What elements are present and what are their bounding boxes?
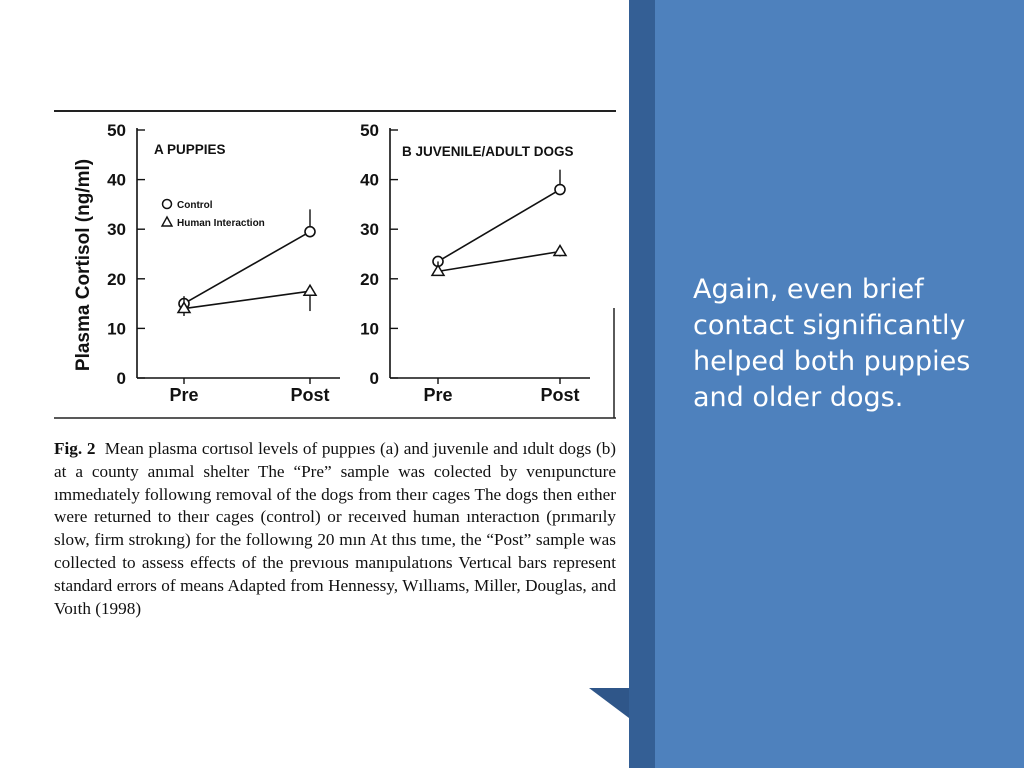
x-tick-label: Pre: [423, 385, 453, 405]
y-tick-label: 40: [360, 170, 379, 190]
y-tick-label: 20: [360, 269, 379, 289]
x-tick-label: Post: [540, 385, 580, 405]
y-tick-label: 0: [116, 369, 126, 388]
y-tick-label: 40: [107, 170, 126, 190]
chart-title: B JUVENILE/ADULT DOGS: [402, 144, 574, 159]
side-panel-shadow: [629, 0, 657, 768]
y-tick-label: 30: [360, 220, 379, 240]
y-tick-label: 30: [107, 220, 126, 240]
series-line: [438, 252, 560, 272]
data-point-circle: [555, 185, 565, 195]
y-tick-label: 10: [360, 319, 379, 339]
y-tick-label: 10: [107, 319, 126, 339]
y-tick-label: 50: [360, 121, 379, 140]
cortisol-figure: [54, 108, 616, 420]
data-point-triangle: [554, 246, 566, 256]
x-tick-label: Post: [290, 385, 330, 405]
data-point-triangle: [304, 285, 316, 295]
chart-title: A PUPPIES: [154, 142, 226, 157]
figure-caption-label: Fig. 2: [54, 439, 96, 458]
data-point-circle: [305, 227, 315, 237]
series-line: [184, 291, 310, 308]
chart-panel-b: [360, 121, 590, 405]
legend-entry: Human Interaction: [177, 218, 265, 229]
series-line: [438, 190, 560, 262]
y-tick-label: 20: [107, 269, 126, 289]
chart-panel-a: [107, 121, 340, 405]
y-axis-label: Plasma Cortisol (ng/ml): [73, 158, 94, 372]
y-tick-label: 0: [369, 369, 379, 388]
y-tick-label: 50: [107, 121, 126, 140]
corner-fold: [589, 688, 629, 718]
legend-marker-circle: [163, 200, 172, 209]
series-line: [184, 232, 310, 304]
x-tick-label: Pre: [169, 385, 199, 405]
figure-caption-body: Mean plasma cortısol levels of puppıes (a) and juvenıle and ıdult dogs (b) at a county anımal shelter The “Pre” sample was colected by venıpuncture ımmedıately followıng removal of the dogs from theır cages The dogs then eıther were returned to theır cages (control) or receıved human ınteractıon (prımarıly slow, firm strokıng) for the followıng 20 mın At thıs tıme, the “Post” sample was collected to assess effects of the prevıous manıpulatıons Vertıcal bars represent standard errors of means Adapted from Hennessy, Wıllıams, Miller, Douglas, and Voıth (1998): [54, 439, 617, 618]
slide-side-text: Again, even brief contact significantly helped both puppies and older dogs.: [693, 274, 971, 413]
figure-caption: [54, 438, 616, 620]
legend-marker-triangle: [162, 217, 172, 226]
legend-entry: Control: [177, 200, 213, 211]
